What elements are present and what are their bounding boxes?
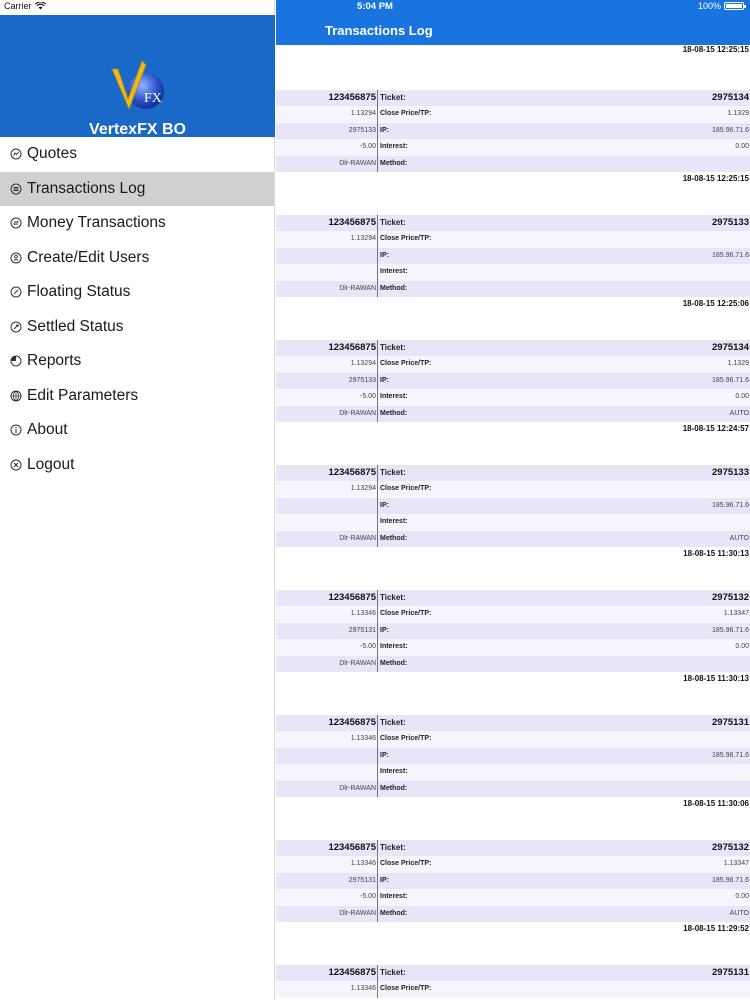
- row-field-label: IP:: [380, 376, 389, 384]
- sidebar-item-label: Edit Parameters: [27, 386, 139, 404]
- row-value-right: [520, 981, 750, 998]
- row-value-left: 123456875: [276, 215, 378, 232]
- row-value-left: Dlr-RAWAN: [276, 406, 378, 423]
- table-row: [276, 340, 750, 357]
- row-value-right: 2975133: [712, 466, 749, 478]
- row-value-right: 0.00: [735, 393, 749, 401]
- sidebar-item-label: Floating Status: [27, 283, 131, 301]
- row-value-left: 123456875: [276, 840, 378, 857]
- transaction-rows: [276, 215, 750, 298]
- row-value-left: [276, 264, 378, 281]
- row-value-right: [520, 264, 750, 281]
- sidebar-item-label: Quotes: [27, 145, 77, 163]
- row-value-right: 1.1329: [727, 360, 749, 368]
- table-row: [276, 731, 750, 748]
- row-field-label: Ticket:: [380, 592, 406, 602]
- main-panel: [276, 0, 750, 1000]
- row-value-right: 1.13347: [723, 610, 749, 618]
- row-field-label: Interest:: [380, 643, 408, 651]
- row-field-label: Interest:: [380, 518, 408, 526]
- row-field-label: Close Price/TP:: [380, 235, 432, 243]
- transaction-timestamp: 18-08-15 12:25:06: [682, 298, 749, 308]
- row-value-left: [276, 514, 378, 531]
- row-value-right: 0.00: [735, 143, 749, 151]
- row-field-label: Close Price/TP:: [380, 735, 432, 743]
- table-row: [276, 889, 750, 906]
- row-value-right: 185.96.71.6: [712, 126, 749, 134]
- sidebar-item-label: About: [27, 421, 68, 439]
- table-row: [276, 248, 750, 265]
- row-value-left: [276, 764, 378, 781]
- row-value-left: 1.13294: [276, 231, 378, 248]
- row-value-left: 123456875: [276, 590, 378, 607]
- row-field-label: Ticket:: [380, 467, 406, 477]
- row-field-label: Method:: [380, 784, 408, 792]
- table-row: [276, 139, 750, 156]
- sidebar-item-label: Transactions Log: [27, 179, 146, 197]
- row-value-right: 1.13347: [723, 860, 749, 868]
- table-row: [276, 90, 750, 107]
- transaction-timestamp: 18-08-15 11:29:52: [683, 923, 749, 933]
- table-row: [276, 873, 750, 890]
- row-value-right: 185.96.71.6: [712, 876, 749, 884]
- row-value-left: Dlr-RAWAN: [276, 656, 378, 673]
- row-value-right: AUTO: [729, 409, 749, 417]
- row-value-right: [520, 764, 750, 781]
- table-row: [276, 639, 750, 656]
- sidebar-item-transactions-log[interactable]: [0, 172, 274, 207]
- row-field-label: Ticket:: [380, 217, 406, 227]
- row-field-label: Close Price/TP:: [380, 485, 432, 493]
- sidebar-item-label: Money Transactions: [27, 214, 166, 232]
- row-value-left: Dlr-RAWAN: [276, 531, 378, 548]
- transaction-timestamp: 18-08-15 11:30:06: [683, 798, 749, 808]
- sidebar: [0, 0, 275, 1000]
- row-field-label: Interest:: [380, 268, 408, 276]
- row-value-right: 185.96.71.6: [712, 626, 749, 634]
- row-value-left: 123456875: [276, 90, 378, 107]
- table-row: [276, 514, 750, 531]
- row-field-label: Close Price/TP:: [380, 610, 432, 618]
- table-row: [276, 231, 750, 248]
- row-value-left: 2975131: [276, 873, 378, 890]
- row-value-left: [276, 748, 378, 765]
- settled-status-icon: [10, 321, 22, 333]
- row-value-right: AUTO: [729, 534, 749, 542]
- transaction-entry[interactable]: [276, 170, 750, 308]
- table-row: [276, 856, 750, 873]
- table-row: [276, 748, 750, 765]
- vertexfx-logo: [108, 55, 168, 115]
- table-row: [276, 840, 750, 857]
- row-field-label: Method:: [380, 159, 408, 167]
- page-title: Transactions Log: [325, 23, 433, 38]
- app-name: VertexFX BO: [89, 121, 186, 138]
- row-value-left: 123456875: [276, 965, 378, 982]
- row-field-label: Method:: [380, 909, 408, 917]
- row-value-right: [520, 731, 750, 748]
- table-row: [276, 715, 750, 732]
- row-value-left: 123456875: [276, 340, 378, 357]
- transaction-entry[interactable]: [276, 45, 750, 183]
- row-field-label: Interest:: [380, 393, 408, 401]
- row-field-label: Ticket:: [380, 717, 406, 727]
- row-value-right: 0.00: [735, 643, 749, 651]
- row-value-left: Dlr-RAWAN: [276, 156, 378, 173]
- table-row: [276, 981, 750, 998]
- row-field-label: Close Price/TP:: [380, 985, 432, 993]
- sidebar-item-create-edit-users[interactable]: [0, 241, 274, 276]
- row-value-left: -5.00: [276, 889, 378, 906]
- status-time: 5:04 PM: [357, 1, 393, 12]
- transaction-entry[interactable]: [276, 920, 750, 1000]
- table-row: [276, 965, 750, 982]
- sidebar-item-settled-status[interactable]: [0, 310, 274, 345]
- row-field-label: IP:: [380, 251, 389, 259]
- table-row: [276, 356, 750, 373]
- row-value-left: -5.00: [276, 639, 378, 656]
- transaction-timestamp: 18-08-15 11:30:13: [683, 548, 749, 558]
- info-icon: [10, 424, 22, 436]
- carrier-label: Carrier: [4, 1, 32, 11]
- row-value-right: 185.96.71.6: [712, 251, 749, 259]
- table-row: [276, 623, 750, 640]
- transaction-timestamp: 18-08-15 12:25:15: [682, 173, 749, 183]
- row-value-right: 185.96.71.6: [712, 501, 749, 509]
- row-value-left: Dlr-RAWAN: [276, 281, 378, 298]
- row-value-left: 1.13294: [276, 481, 378, 498]
- row-field-label: IP:: [380, 626, 389, 634]
- table-row: [276, 373, 750, 390]
- row-field-label: Interest:: [380, 143, 408, 151]
- transaction-timestamp: 18-08-15 11:30:13: [683, 673, 749, 683]
- transaction-entry[interactable]: [276, 295, 750, 433]
- reports-icon: [10, 355, 22, 367]
- row-value-left: -5.00: [276, 139, 378, 156]
- row-value-right: 2975134: [712, 341, 749, 353]
- table-row: [276, 764, 750, 781]
- sidebar-item-label: Reports: [27, 352, 82, 370]
- transaction-rows: [276, 715, 750, 798]
- row-field-label: Interest:: [380, 893, 408, 901]
- transaction-timestamp: 18-08-15 12:24:57: [682, 423, 749, 433]
- row-value-left: 123456875: [276, 465, 378, 482]
- row-value-left: Dlr-RAWAN: [276, 906, 378, 923]
- table-row: [276, 498, 750, 515]
- row-value-left: 1.13346: [276, 606, 378, 623]
- sidebar-item-floating-status[interactable]: [0, 275, 274, 310]
- sidebar-menu: [0, 137, 274, 482]
- row-field-label: Method:: [380, 534, 408, 542]
- sidebar-item-money-transactions[interactable]: [0, 206, 274, 241]
- logo-text: FX: [144, 91, 162, 106]
- row-value-left: [276, 498, 378, 515]
- row-value-right: 2975131: [712, 716, 749, 728]
- row-value-left: 1.13346: [276, 731, 378, 748]
- floating-status-icon: [10, 286, 22, 298]
- row-field-label: Ticket:: [380, 92, 406, 102]
- first-timestamp: 18-08-15 12:25:15: [682, 45, 749, 54]
- sidebar-item-label: Create/Edit Users: [27, 248, 150, 266]
- table-row: [276, 264, 750, 281]
- table-row: [276, 123, 750, 140]
- row-value-right: [520, 481, 750, 498]
- table-row: [276, 465, 750, 482]
- row-value-right: 2975133: [712, 216, 749, 228]
- transaction-entry[interactable]: [276, 545, 750, 683]
- transaction-rows: [276, 465, 750, 548]
- row-value-left: [276, 248, 378, 265]
- sidebar-header: [0, 15, 275, 137]
- row-field-label: IP:: [380, 876, 389, 884]
- users-icon: [10, 252, 22, 264]
- transactions-log-icon: [10, 183, 22, 195]
- row-field-label: IP:: [380, 751, 389, 759]
- row-value-right: 0.00: [735, 893, 749, 901]
- row-field-label: Method:: [380, 284, 408, 292]
- row-value-right: 185.96.71.6: [712, 376, 749, 384]
- sidebar-item-label: Settled Status: [27, 317, 124, 335]
- row-value-left: 2975131: [276, 623, 378, 640]
- row-value-left: 123456875: [276, 715, 378, 732]
- status-bar: [0, 0, 750, 15]
- row-value-left: 1.13294: [276, 356, 378, 373]
- row-value-right: 2975134: [712, 91, 749, 103]
- row-value-right: 2975131: [712, 966, 749, 978]
- row-value-left: -5.00: [276, 389, 378, 406]
- row-value-left: 2975133: [276, 373, 378, 390]
- table-row: [276, 481, 750, 498]
- row-value-left: 2975133: [276, 123, 378, 140]
- transaction-entry[interactable]: [276, 420, 750, 558]
- row-value-right: [520, 231, 750, 248]
- row-field-label: Close Price/TP:: [380, 360, 432, 368]
- quotes-icon: [10, 148, 22, 160]
- status-right: [698, 1, 744, 11]
- row-value-left: Dlr-RAWAN: [276, 781, 378, 798]
- row-field-label: Interest:: [380, 768, 408, 776]
- row-value-right: 2975132: [712, 841, 749, 853]
- transaction-rows: [276, 340, 750, 423]
- row-value-right: 2975132: [712, 591, 749, 603]
- transaction-rows: [276, 840, 750, 923]
- sidebar-item-edit-parameters[interactable]: [0, 379, 274, 414]
- transaction-entry[interactable]: [276, 670, 750, 808]
- transaction-entry[interactable]: [276, 795, 750, 933]
- sidebar-item-label: Logout: [27, 455, 75, 473]
- logout-icon: [10, 459, 22, 471]
- transaction-rows: [276, 965, 750, 998]
- row-field-label: Ticket:: [380, 842, 406, 852]
- transaction-rows: [276, 590, 750, 673]
- sidebar-item-quotes[interactable]: [0, 137, 274, 172]
- table-row: [276, 106, 750, 123]
- row-field-label: Close Price/TP:: [380, 110, 432, 118]
- row-value-right: AUTO: [729, 909, 749, 917]
- table-row: [276, 590, 750, 607]
- transaction-rows: [276, 90, 750, 173]
- row-value-left: 1.13294: [276, 106, 378, 123]
- row-field-label: Close Price/TP:: [380, 860, 432, 868]
- battery-label: 100%: [697, 1, 721, 11]
- row-value-right: 1.1329: [727, 110, 749, 118]
- row-value-right: 185.96.71.6: [712, 751, 749, 759]
- parameters-icon: [10, 390, 22, 402]
- row-field-label: Method:: [380, 409, 408, 417]
- table-row: [276, 215, 750, 232]
- battery-icon: [724, 2, 744, 10]
- sidebar-item-logout[interactable]: [0, 448, 274, 483]
- row-field-label: Ticket:: [380, 967, 406, 977]
- money-transactions-icon: [10, 217, 22, 229]
- table-row: [276, 606, 750, 623]
- row-field-label: Ticket:: [380, 342, 406, 352]
- row-field-label: IP:: [380, 126, 389, 134]
- row-field-label: IP:: [380, 501, 389, 509]
- row-field-label: Method:: [380, 659, 408, 667]
- row-value-left: 1.13346: [276, 856, 378, 873]
- row-value-right: [520, 514, 750, 531]
- table-row: [276, 389, 750, 406]
- sidebar-item-reports[interactable]: [0, 344, 274, 379]
- sidebar-item-about[interactable]: [0, 413, 274, 448]
- row-value-left: 1.13346: [276, 981, 378, 998]
